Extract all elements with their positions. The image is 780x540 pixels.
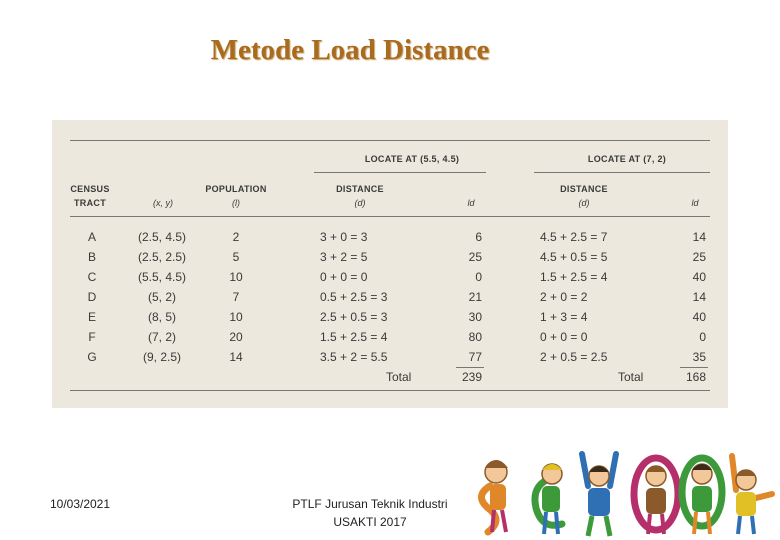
cell-population: 20 — [229, 330, 243, 344]
cell-tract: A — [87, 230, 96, 244]
cell-population: 7 — [232, 290, 240, 304]
cell-tract: D — [87, 290, 97, 304]
cell-ld-b: 35 — [692, 350, 706, 364]
header-ld-b: ld — [691, 198, 699, 208]
cell-population: 10 — [229, 270, 243, 284]
rule-group-b — [534, 172, 710, 173]
kid-s — [481, 460, 508, 532]
cell-distance-b: 4.5 + 2.5 = 7 — [540, 230, 608, 244]
kid-h — [582, 454, 616, 536]
slide-title: Metode Load Distance — [210, 34, 490, 66]
cell-tract: E — [87, 310, 96, 324]
header-distance-a: DISTANCE — [336, 184, 384, 194]
cell-distance-a: 0 + 0 = 0 — [320, 270, 368, 284]
cell-ld-b: 14 — [692, 230, 706, 244]
footer-date: 10/03/2021 — [49, 497, 111, 511]
header-xy: (x, y) — [153, 198, 173, 208]
cell-xy: (5.5, 4.5) — [137, 270, 187, 284]
cell-ld-a: 6 — [475, 230, 482, 244]
cell-distance-a: 0.5 + 2.5 = 3 — [320, 290, 388, 304]
header-ld-a: ld — [467, 198, 475, 208]
footer-org-line1: PTLF Jurusan Teknik Industri — [292, 497, 448, 511]
header-census: CENSUS — [70, 184, 110, 194]
cell-xy: (2.5, 4.5) — [137, 230, 187, 244]
cell-tract: B — [87, 250, 96, 264]
header-population: POPULATION — [205, 184, 267, 194]
header-population-symbol: (l) — [232, 198, 240, 208]
cell-distance-a: 2.5 + 0.5 = 3 — [320, 310, 388, 324]
cell-ld-a: 80 — [468, 330, 482, 344]
cell-distance-a: 3.5 + 2 = 5.5 — [320, 350, 388, 364]
cell-tract: G — [87, 350, 97, 364]
header-distance-a-symbol: (d) — [354, 198, 366, 208]
header-distance-b: DISTANCE — [560, 184, 608, 194]
kid-o — [634, 458, 678, 534]
cell-population: 2 — [232, 230, 240, 244]
total-value-b: 168 — [685, 370, 706, 384]
school-kids-clipart — [470, 446, 778, 538]
cell-tract: C — [87, 270, 97, 284]
cell-xy: (2.5, 2.5) — [137, 250, 187, 264]
cell-distance-b: 2 + 0 = 2 — [540, 290, 588, 304]
cell-ld-b: 40 — [692, 310, 706, 324]
header-rule — [70, 216, 710, 217]
cell-ld-a: 25 — [468, 250, 482, 264]
cell-xy: (7, 2) — [147, 330, 176, 344]
cell-population: 14 — [229, 350, 243, 364]
cell-xy: (5, 2) — [147, 290, 176, 304]
cell-distance-b: 1 + 3 = 4 — [540, 310, 588, 324]
total-value-a: 239 — [461, 370, 482, 384]
cell-ld-a: 30 — [468, 310, 482, 324]
header-locate-a: LOCATE AT (5.5, 4.5) — [364, 154, 460, 164]
cell-distance-b: 1.5 + 2.5 = 4 — [540, 270, 608, 284]
header-locate-b: LOCATE AT (7, 2) — [587, 154, 667, 164]
bottom-rule — [70, 390, 710, 391]
cell-population: 10 — [229, 310, 243, 324]
cell-xy: (8, 5) — [147, 310, 176, 324]
load-distance-table-image — [52, 120, 728, 408]
top-rule — [70, 140, 710, 141]
cell-ld-b: 0 — [699, 330, 706, 344]
cell-xy: (9, 2.5) — [142, 350, 181, 364]
total-label-a: Total — [386, 370, 412, 384]
kid-c — [535, 464, 562, 534]
cell-ld-b: 14 — [692, 290, 706, 304]
total-label-b: Total — [618, 370, 644, 384]
header-tract: TRACT — [74, 198, 106, 208]
cell-population: 5 — [232, 250, 240, 264]
sum-rule-a — [456, 367, 484, 368]
footer-org-line2: USAKTI 2017 — [333, 515, 407, 529]
cell-distance-a: 3 + 0 = 3 — [320, 230, 368, 244]
cell-distance-a: 3 + 2 = 5 — [320, 250, 368, 264]
cell-distance-a: 1.5 + 2.5 = 4 — [320, 330, 388, 344]
cell-ld-b: 25 — [692, 250, 706, 264]
cell-distance-b: 0 + 0 = 0 — [540, 330, 588, 344]
kid-l — [732, 456, 772, 534]
kid-o-2 — [682, 458, 722, 534]
cell-ld-a: 77 — [468, 350, 482, 364]
cell-distance-b: 4.5 + 0.5 = 5 — [540, 250, 608, 264]
cell-distance-b: 2 + 0.5 = 2.5 — [540, 350, 608, 364]
cell-ld-a: 21 — [468, 290, 482, 304]
cell-tract: F — [88, 330, 96, 344]
header-distance-b-symbol: (d) — [578, 198, 590, 208]
sum-rule-b — [680, 367, 708, 368]
rule-group-a — [314, 172, 486, 173]
cell-ld-b: 40 — [692, 270, 706, 284]
cell-ld-a: 0 — [475, 270, 482, 284]
